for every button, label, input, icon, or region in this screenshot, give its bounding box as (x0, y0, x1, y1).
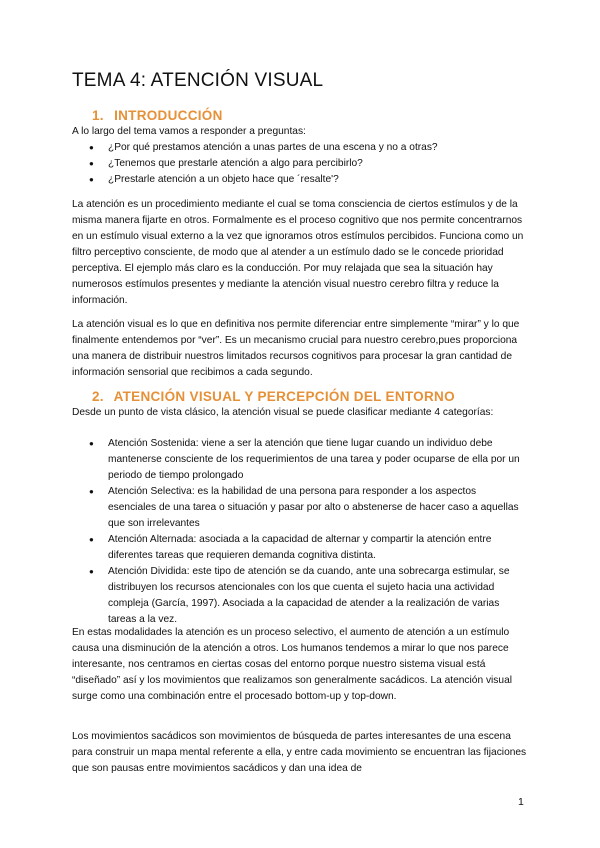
section-1-title: INTRODUCCIÓN (114, 108, 223, 123)
section-2-paragraph-2: Los movimientos sacádicos son movimientos de búsqueda de partes interesantes de una escena para construir un mapa mental referente a ella, y entre cada movimiento se encuentran las fijaciones que son pausas entre movimientos sacádicos y dan una idea de (72, 731, 527, 774)
page-number: 1 (518, 796, 524, 808)
categories-list (72, 436, 527, 628)
section-2-heading (92, 389, 455, 404)
questions-list (72, 140, 527, 188)
section-1-heading (92, 108, 223, 123)
list-item: ● Atención Alternada: asociada a la capacidad de alternar y compartir la atención entre diferentes tareas que requieren demanda cognitiva distinta. (72, 532, 527, 564)
list-item: ● ¿Tenemos que prestarle atención a algo para percibirlo? (72, 156, 527, 172)
list-item: ● Atención Dividida: este tipo de atención se da cuando, ante una sobrecarga estimular, se distribuyen los recursos atencionales con los que cuenta el sujeto hacia una actividad compleja (García, 1997). Asociada a la capacidad de atender a la realización de varias tareas a la vez. (72, 564, 527, 628)
section-2-number: 2. (92, 389, 104, 404)
section-1-intro: A lo largo del tema vamos a responder a preguntas: (72, 126, 306, 137)
list-item: ● ¿Prestarle atención a un objeto hace que ´resalte'? (72, 172, 527, 188)
page-title: TEMA 4: ATENCIÓN VISUAL (72, 70, 324, 91)
section-2-intro: Desde un punto de vista clásico, la atención visual se puede clasificar mediante 4 categorías: (72, 407, 494, 418)
section-1-number: 1. (92, 108, 104, 123)
section-1-paragraph-2: La atención visual es lo que en definitiva nos permite diferenciar entre simplemente “mirar” y lo que finalmente entendemos por “ver”. Es un mecanismo crucial para nuestro cerebro,pues proporciona una manera de distribuir nuestros limitados recursos cognitivos para procesar la gran cantidad de información sensorial que recibimos a cada segundo. (72, 319, 520, 378)
section-1-paragraph-1: La atención es un procedimiento mediante el cual se toma consciencia de ciertos estímulos y de la misma manera fijarte en otros. Formalmente es el proceso cognitivo que nos permite concentrarnos en un estímulo visual externo a la vez que ignoramos otros estímulos percibidos. Funciona como un filtro perceptivo consciente, de modo que al atender a un estímulo dado se le concede prioridad perceptiva. El ejemplo más claro es la conducción. Por muy relajada que sea la situación hay numerosos estímulos presentes y mediante la atención visual nuestro cerebro filtra y reduce la información. (72, 199, 524, 306)
section-2-paragraph-1: En estas modalidades la atención es un proceso selectivo, el aumento de atención a un estímulo causa una disminución de la atención a otros. Los humanos tendemos a mirar lo que nos parece interesante, nos centramos en ciertas cosas del entorno porque nuestro sistema visual está “diseñado” así y los movimientos que realizamos son generalmente sacádicos. La atención visual surge como una combinación entre el procesado bottom-up y top-down. (72, 627, 512, 702)
section-2-title: ATENCIÓN VISUAL Y PERCEPCIÓN DEL ENTORNO (113, 389, 455, 404)
list-item: ● Atención Selectiva: es la habilidad de una persona para responder a los aspectos esenciales de una tarea o situación y pasar por alto o abstenerse de hacer caso a aquellas que son irrelevantes (72, 484, 527, 532)
list-item: ● ¿Por qué prestamos atención a unas partes de una escena y no a otras? (72, 140, 527, 156)
list-item: ● Atención Sostenida: viene a ser la atención que tiene lugar cuando un individuo debe mantenerse consciente de los requerimientos de una tarea y poder ocuparse de ella por un periodo de tiempo prolongado (72, 436, 527, 484)
